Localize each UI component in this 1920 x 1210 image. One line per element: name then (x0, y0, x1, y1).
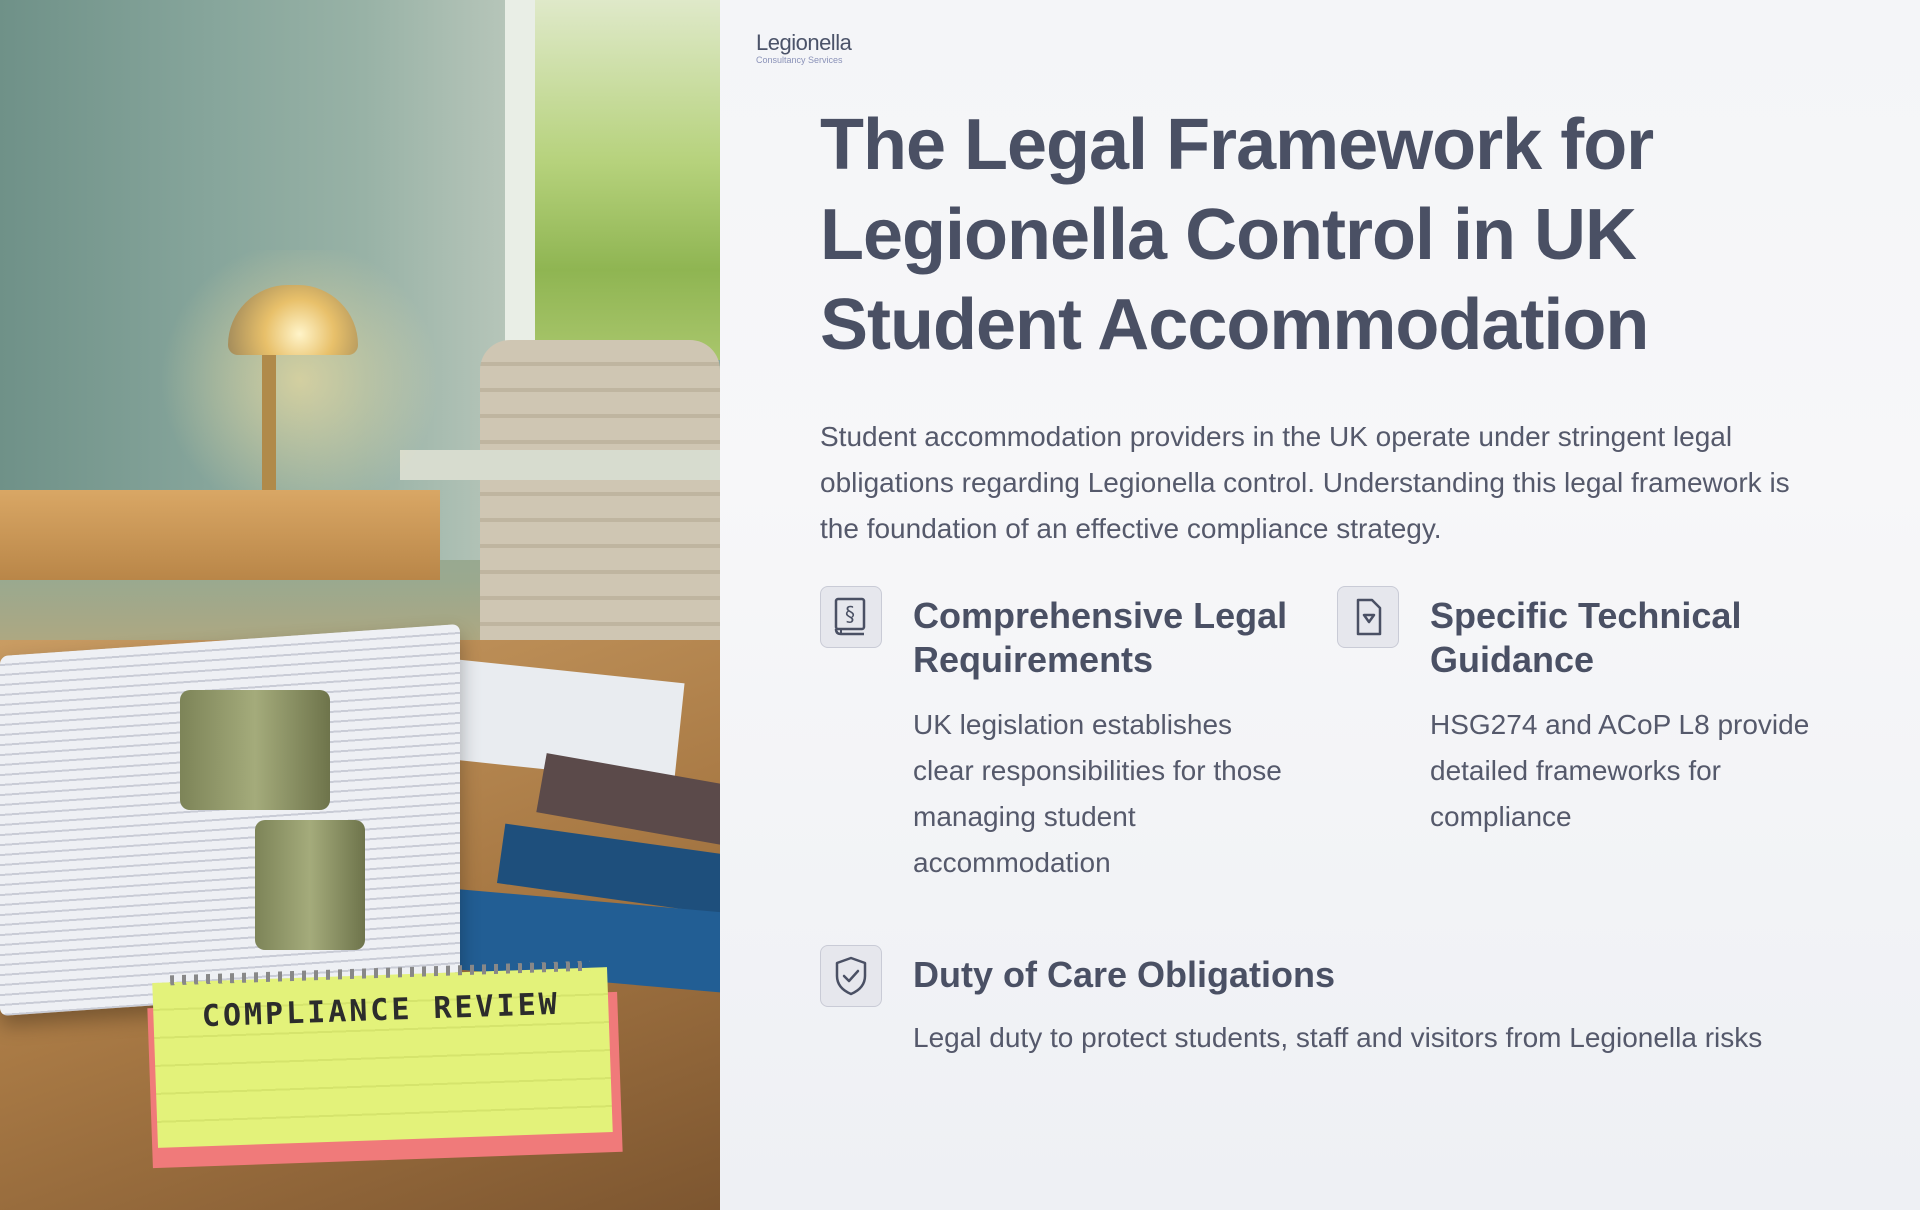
photo-back-desk (0, 490, 440, 580)
svg-text:§: § (845, 602, 855, 626)
document-check-icon (1337, 586, 1399, 648)
photo-chair (480, 340, 720, 670)
logo-name: Legionella (756, 30, 852, 55)
photo-binder-strap (180, 690, 330, 810)
feature-legal-requirements (820, 586, 1300, 886)
feature-duty-of-care (820, 945, 1840, 1145)
notepad-text: COMPLIANCE REVIEW (201, 986, 561, 1035)
photo-notepad (152, 967, 612, 1148)
logo[interactable] (756, 30, 851, 65)
content-panel (720, 0, 1920, 1210)
feature-text: UK legislation establishes clear responsibilities for those managing student accommodation (913, 709, 1282, 878)
logo-tagline: Consultancy Services (756, 55, 843, 65)
photo-window (520, 0, 720, 360)
feature-title: Specific Technical Guidance (1430, 595, 1742, 680)
feature-text: Legal duty to protect students, staff and visitors from Legionella risks (913, 1022, 1763, 1053)
feature-title: Duty of Care Obligations (913, 954, 1336, 995)
hero-photo (0, 0, 720, 1210)
page-title: The Legal Framework for Legionella Control in UK Student Accommodation (820, 105, 1654, 365)
photo-binder-strap (255, 820, 365, 950)
feature-title: Comprehensive Legal Requirements (913, 595, 1288, 680)
feature-text: HSG274 and ACoP L8 provide detailed frameworks for compliance (1430, 709, 1810, 832)
intro-paragraph: Student accommodation providers in the UK operate under stringent legal obligations regarding Legionella control. Understanding this legal framework is the foundation of an effective compliance strategy. (820, 421, 1790, 544)
photo-document-stack (0, 624, 460, 1016)
shield-check-icon (820, 945, 882, 1007)
feature-technical-guidance (1337, 586, 1857, 832)
legal-book-icon (820, 586, 882, 648)
